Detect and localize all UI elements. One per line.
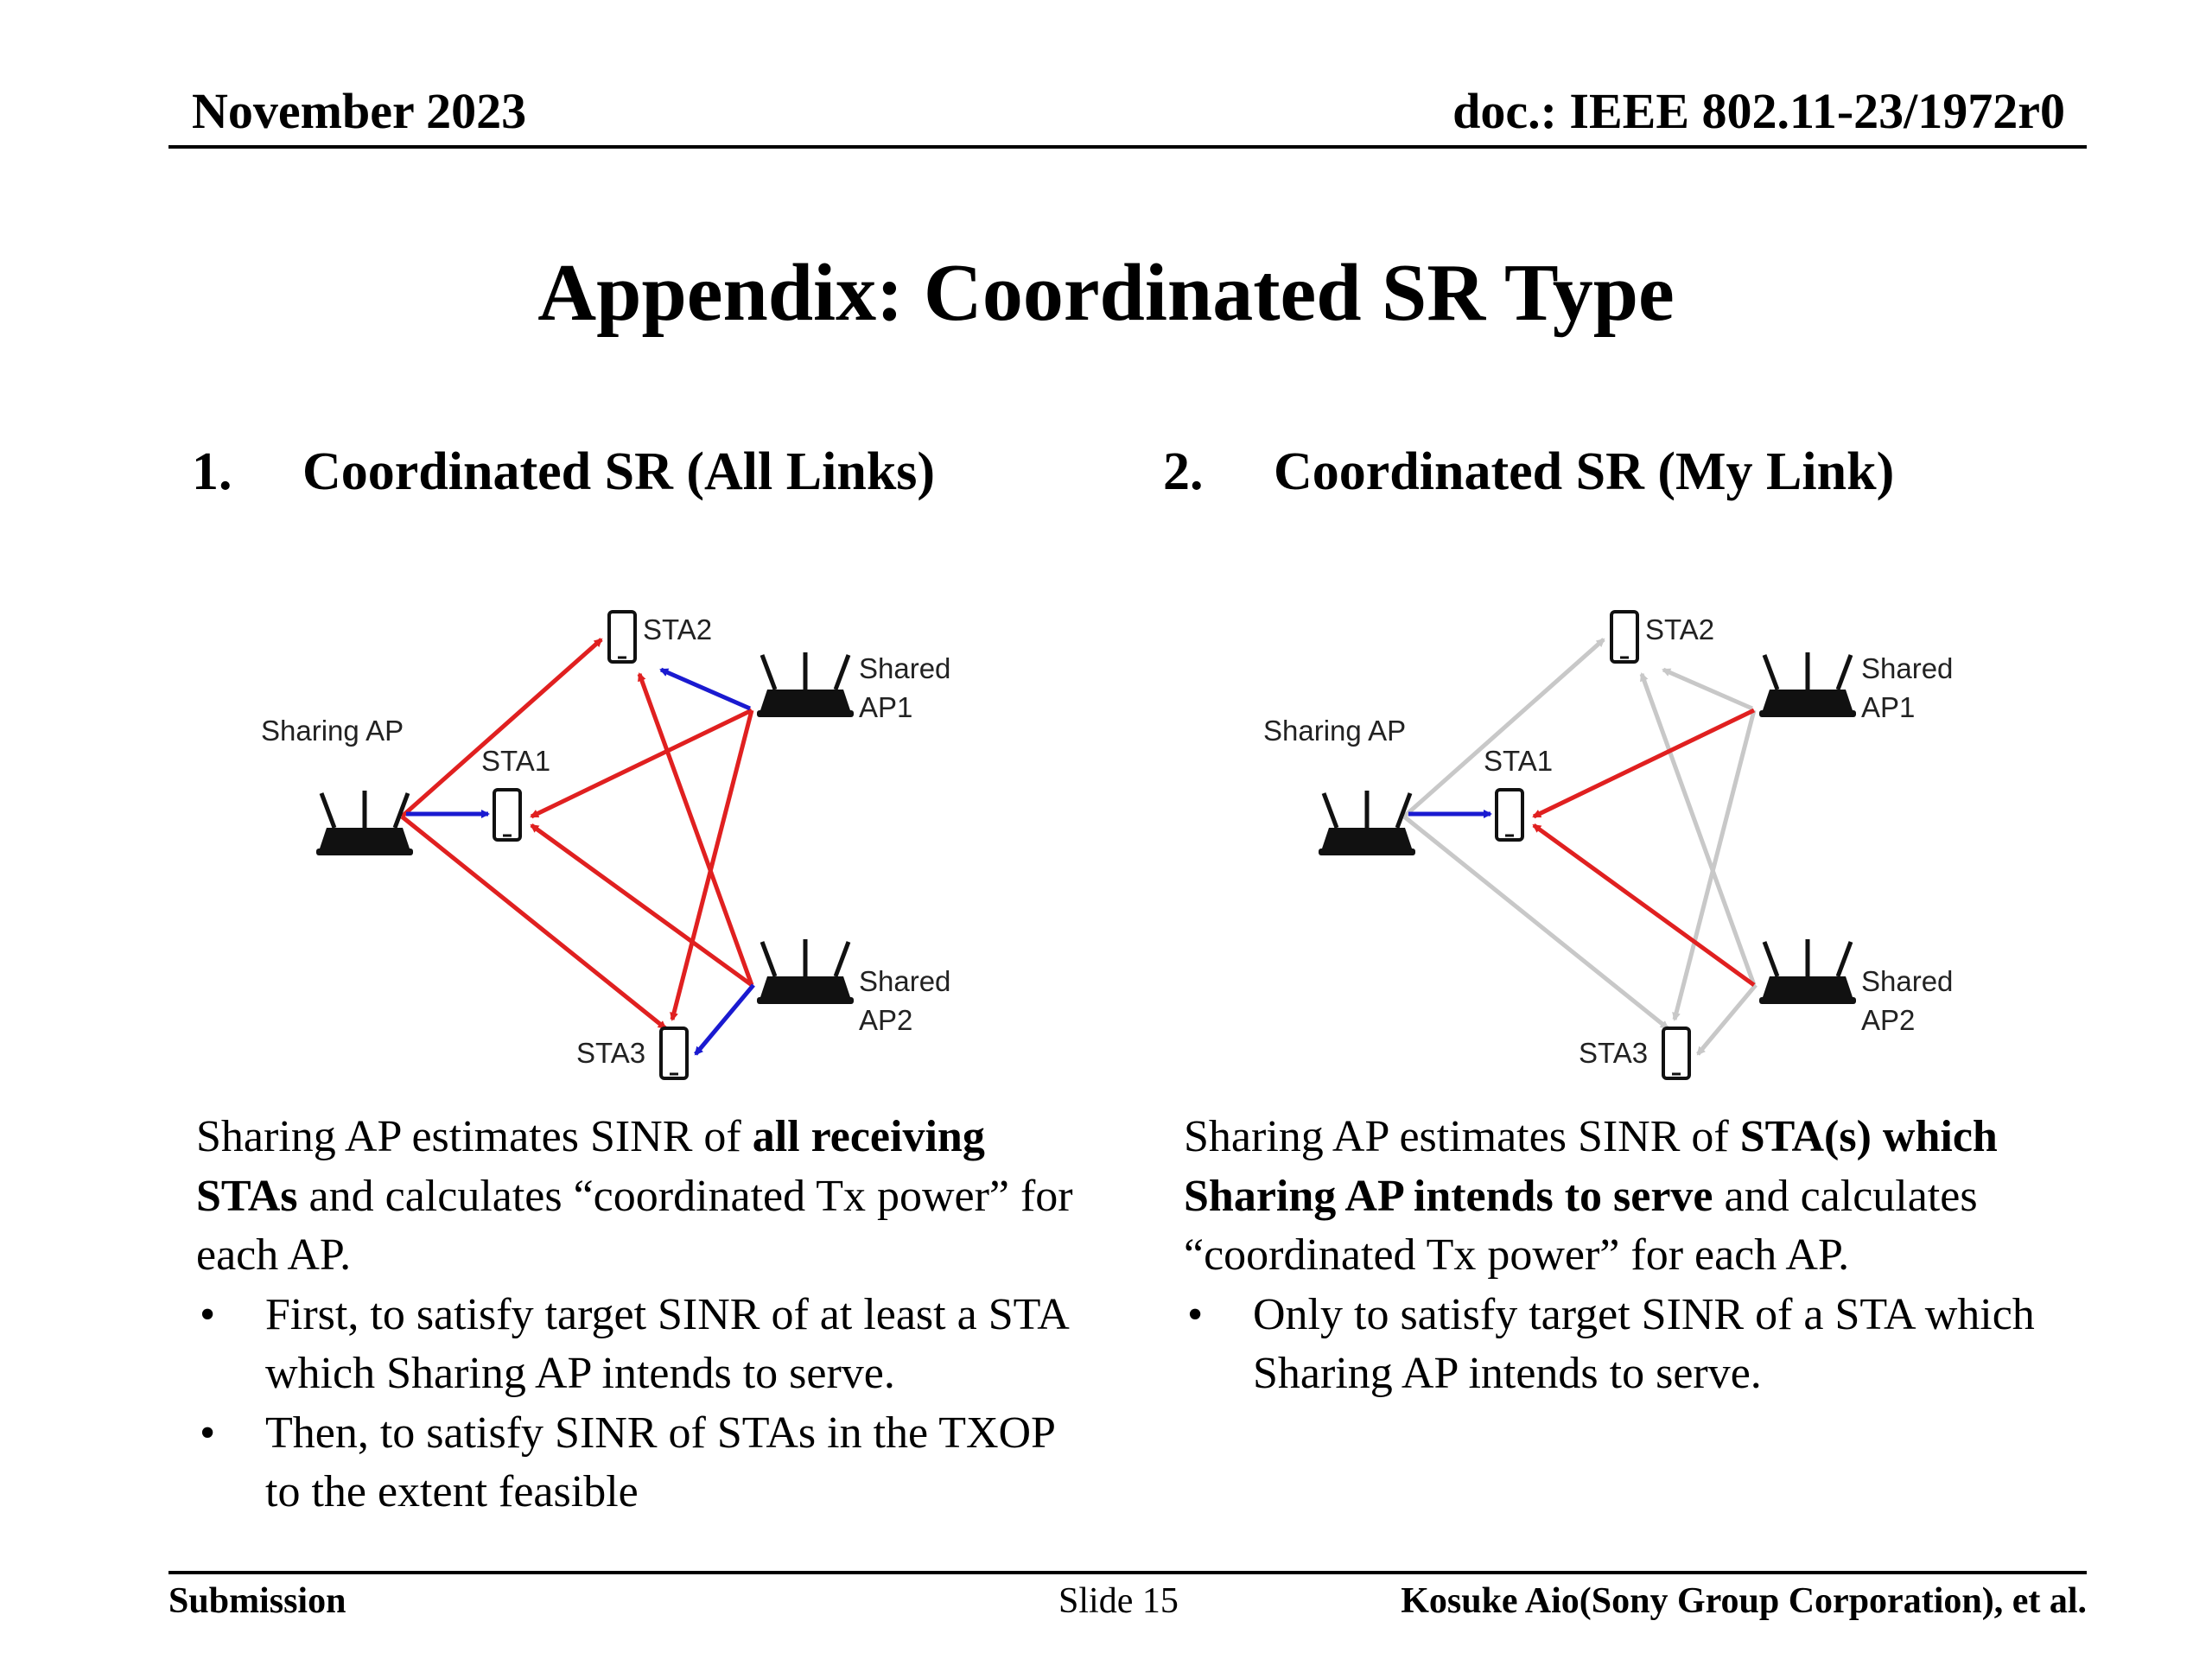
bullet-item xyxy=(1184,1286,2100,1404)
sta3-phone-icon xyxy=(661,1028,687,1078)
label-sharing-ap: Sharing AP xyxy=(1263,715,1407,747)
paragraph-text: Sharing AP estimates SINR of xyxy=(1184,1112,1740,1161)
shared-ap1-router-icon xyxy=(757,652,854,717)
label-shared-ap2-line1: Shared xyxy=(1861,965,1954,997)
bullet-glyph: • xyxy=(200,1408,216,1458)
bullet-glyph: • xyxy=(200,1289,216,1339)
label-sta1: STA1 xyxy=(481,745,551,777)
label-sta2: STA2 xyxy=(643,613,713,645)
bullet-text: Only to satisfy target SINR of a STA which Sharing AP intends to serve. xyxy=(1253,1289,2035,1398)
bullet-item xyxy=(196,1404,1095,1522)
arrow-sharing-ap-to-sta3 xyxy=(1404,817,1668,1028)
label-sta1: STA1 xyxy=(1484,745,1554,777)
bullet-text: First, to satisfy target SINR of at least a STA which Sharing AP intends to serve. xyxy=(265,1289,1067,1398)
label-shared-ap2-line2: AP2 xyxy=(1861,1004,1916,1036)
section-heading-all-links xyxy=(192,442,936,501)
sta1-phone-icon xyxy=(1497,790,1522,840)
sharing-ap-router-icon xyxy=(1319,791,1415,855)
label-shared-ap2-line2: AP2 xyxy=(859,1004,913,1036)
header-doc-id: doc.: IEEE 802.11-23/1972r0 xyxy=(1452,83,2065,139)
section-heading-text: Coordinated SR (My Link) xyxy=(1274,442,1895,501)
label-sta3: STA3 xyxy=(576,1037,646,1069)
shared-ap1-router-icon xyxy=(1759,652,1856,717)
slide-title: Appendix: Coordinated SR Type xyxy=(537,248,1675,338)
diagram-my-link xyxy=(1227,596,2005,1115)
label-sta2: STA2 xyxy=(1645,613,1715,645)
footer-rule xyxy=(168,1571,2087,1574)
section-heading-my-link xyxy=(1163,442,1895,501)
arrow-shared-ap1-to-sta1 xyxy=(531,710,752,817)
section-number: 1. xyxy=(192,442,232,501)
description-my-link xyxy=(1184,1108,2100,1404)
interference-arrows xyxy=(402,639,752,1028)
sta2-phone-icon xyxy=(609,612,635,662)
description-all-links xyxy=(196,1108,1095,1522)
label-shared-ap1-line1: Shared xyxy=(1861,652,1954,684)
bullet-list xyxy=(1184,1286,2100,1404)
label-shared-ap1-line2: AP1 xyxy=(859,691,913,723)
bullet-text: Then, to satisfy SINR of STAs in the TXOP to the extent feasible xyxy=(265,1408,1055,1516)
paragraph-emphasis: all receiving STAs xyxy=(196,1112,985,1221)
shared-ap2-router-icon xyxy=(757,939,854,1004)
description-paragraph xyxy=(1184,1108,2100,1286)
bullet-item xyxy=(196,1286,1095,1404)
arrow-shared-ap1-to-sta1 xyxy=(1534,710,1754,817)
arrow-shared-ap1-to-sta3 xyxy=(672,710,752,1020)
footer-slide-number: Slide 15 xyxy=(1058,1581,1179,1621)
bullet-glyph: • xyxy=(1187,1289,1204,1339)
description-paragraph xyxy=(196,1108,1095,1286)
diagram-all-links xyxy=(225,596,1002,1115)
footer-submission: Submission xyxy=(168,1581,346,1621)
sta1-phone-icon xyxy=(494,790,520,840)
interference-arrows xyxy=(1534,710,1754,985)
label-sharing-ap: Sharing AP xyxy=(261,715,404,747)
label-sta3: STA3 xyxy=(1579,1037,1649,1069)
arrow-shared-ap2-to-sta1 xyxy=(1534,825,1754,985)
inactive-arrows xyxy=(1404,639,1756,1054)
arrow-shared-ap1-to-sta2 xyxy=(661,670,750,709)
paragraph-text: Sharing AP estimates SINR of xyxy=(196,1112,753,1161)
label-shared-ap1-line1: Shared xyxy=(859,652,951,684)
arrow-shared-ap2-to-sta1 xyxy=(531,825,752,985)
header-date: November 2023 xyxy=(192,83,527,139)
arrow-shared-ap1-to-sta3 xyxy=(1675,710,1754,1020)
arrow-shared-ap2-to-sta3 xyxy=(696,985,753,1054)
section-heading-text: Coordinated SR (All Links) xyxy=(302,442,936,501)
arrow-shared-ap2-to-sta3 xyxy=(1698,985,1756,1054)
sta3-phone-icon xyxy=(1663,1028,1689,1078)
sharing-ap-router-icon xyxy=(316,791,413,855)
arrow-shared-ap1-to-sta2 xyxy=(1663,670,1752,709)
label-shared-ap2-line1: Shared xyxy=(859,965,951,997)
section-number: 2. xyxy=(1163,442,1204,501)
bullet-list xyxy=(196,1286,1095,1522)
arrow-sharing-ap-to-sta3 xyxy=(402,817,665,1028)
paragraph-emphasis: STA(s) which Sharing AP intends to serve xyxy=(1184,1112,1998,1221)
header-rule xyxy=(168,145,2087,149)
paragraph-text: and calculates “coordinated Tx power” for each AP. xyxy=(196,1171,1073,1280)
paragraph-text: and calculates “coordinated Tx power” for each AP. xyxy=(1184,1171,1978,1280)
footer-author: Kosuke Aio(Sony Group Corporation), et al. xyxy=(1401,1581,2087,1621)
sta2-phone-icon xyxy=(1611,612,1637,662)
label-shared-ap1-line2: AP1 xyxy=(1861,691,1916,723)
shared-ap2-router-icon xyxy=(1759,939,1856,1004)
